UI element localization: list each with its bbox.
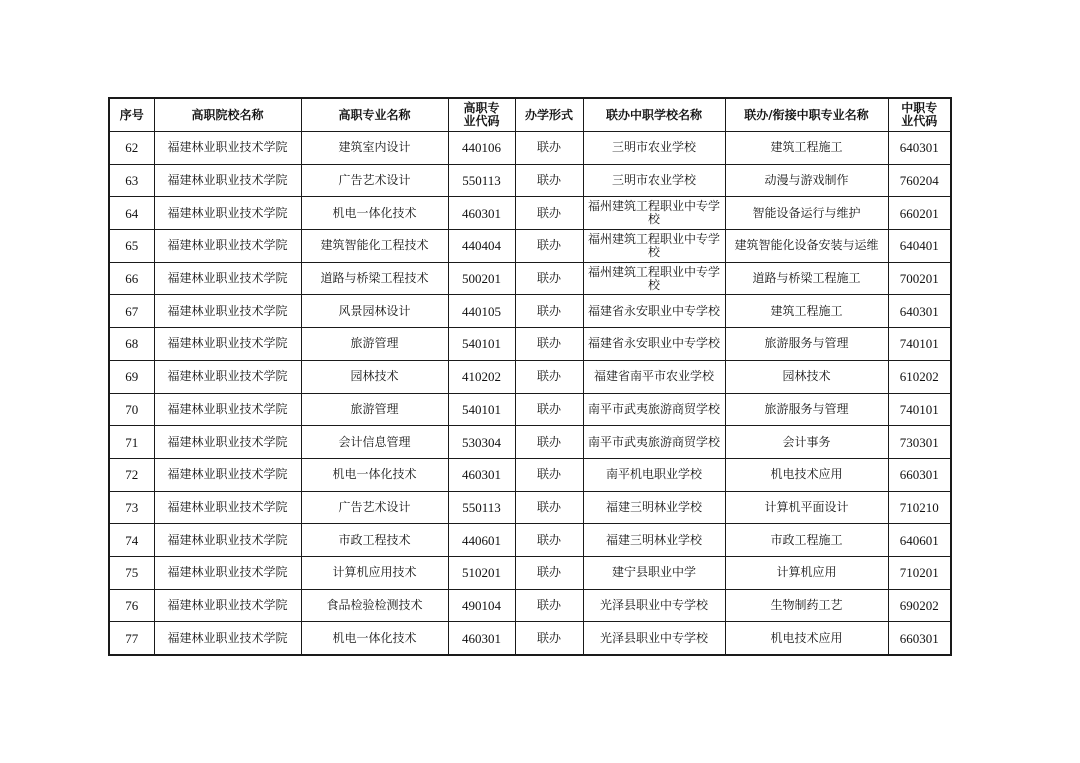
cell-partner-code: 610202 xyxy=(888,360,951,393)
cell-major-name: 建筑智能化工程技术 xyxy=(301,230,448,263)
table-row xyxy=(109,393,951,426)
table-row xyxy=(109,589,951,622)
cell-partner-code: 640601 xyxy=(888,524,951,557)
cell-partner-school: 南平市武夷旅游商贸学校 xyxy=(583,393,725,426)
cell-college-name: 福建林业职业技术学院 xyxy=(154,458,301,491)
cell-partner-major: 会计事务 xyxy=(725,426,888,459)
cell-college-name: 福建林业职业技术学院 xyxy=(154,262,301,295)
table-row xyxy=(109,295,951,328)
cell-college-name: 福建林业职业技术学院 xyxy=(154,328,301,361)
cell-partner-major: 机电技术应用 xyxy=(725,622,888,655)
cell-mode: 联办 xyxy=(515,524,583,557)
cell-mode: 联办 xyxy=(515,360,583,393)
cell-index: 71 xyxy=(109,426,154,459)
cell-college-name: 福建林业职业技术学院 xyxy=(154,164,301,197)
cell-college-name: 福建林业职业技术学院 xyxy=(154,426,301,459)
cell-partner-school: 三明市农业学校 xyxy=(583,164,725,197)
table-row xyxy=(109,622,951,655)
cell-index: 74 xyxy=(109,524,154,557)
header-major-name: 高职专业名称 xyxy=(301,98,448,132)
cell-partner-major: 旅游服务与管理 xyxy=(725,393,888,426)
cell-partner-major: 道路与桥梁工程施工 xyxy=(725,262,888,295)
table-row xyxy=(109,556,951,589)
cell-partner-major: 市政工程施工 xyxy=(725,524,888,557)
cell-major-code: 440106 xyxy=(448,132,515,165)
cell-partner-major: 智能设备运行与维护 xyxy=(725,197,888,230)
cell-index: 66 xyxy=(109,262,154,295)
cell-college-name: 福建林业职业技术学院 xyxy=(154,132,301,165)
cell-major-code: 540101 xyxy=(448,328,515,361)
cell-partner-major: 园林技术 xyxy=(725,360,888,393)
table-header xyxy=(109,98,951,132)
cell-major-name: 机电一体化技术 xyxy=(301,197,448,230)
cell-partner-code: 660301 xyxy=(888,458,951,491)
cell-partner-major: 生物制药工艺 xyxy=(725,589,888,622)
cell-partner-major: 建筑工程施工 xyxy=(725,132,888,165)
table-row xyxy=(109,458,951,491)
cell-college-name: 福建林业职业技术学院 xyxy=(154,589,301,622)
header-row xyxy=(109,98,951,132)
cell-mode: 联办 xyxy=(515,132,583,165)
cell-major-name: 机电一体化技术 xyxy=(301,622,448,655)
cell-partner-code: 660201 xyxy=(888,197,951,230)
table-row xyxy=(109,197,951,230)
cell-partner-school: 建宁县职业中学 xyxy=(583,556,725,589)
cell-mode: 联办 xyxy=(515,426,583,459)
cell-partner-major: 建筑工程施工 xyxy=(725,295,888,328)
cell-partner-code: 710210 xyxy=(888,491,951,524)
table-row xyxy=(109,491,951,524)
table-row xyxy=(109,426,951,459)
cell-major-name: 道路与桥梁工程技术 xyxy=(301,262,448,295)
cell-college-name: 福建林业职业技术学院 xyxy=(154,360,301,393)
cell-partner-code: 710201 xyxy=(888,556,951,589)
cell-index: 67 xyxy=(109,295,154,328)
table-row xyxy=(109,132,951,165)
cell-partner-code: 690202 xyxy=(888,589,951,622)
cell-major-name: 旅游管理 xyxy=(301,393,448,426)
cell-major-name: 会计信息管理 xyxy=(301,426,448,459)
cell-partner-code: 740101 xyxy=(888,393,951,426)
cell-index: 73 xyxy=(109,491,154,524)
table-row xyxy=(109,262,951,295)
cell-major-code: 460301 xyxy=(448,622,515,655)
header-college-name: 高职院校名称 xyxy=(154,98,301,132)
cell-mode: 联办 xyxy=(515,458,583,491)
cell-partner-school: 福建三明林业学校 xyxy=(583,524,725,557)
cell-partner-major: 机电技术应用 xyxy=(725,458,888,491)
table-row xyxy=(109,328,951,361)
cell-index: 65 xyxy=(109,230,154,263)
cell-major-code: 530304 xyxy=(448,426,515,459)
table-row xyxy=(109,164,951,197)
table-row xyxy=(109,360,951,393)
cell-major-name: 食品检验检测技术 xyxy=(301,589,448,622)
cell-major-code: 410202 xyxy=(448,360,515,393)
cell-mode: 联办 xyxy=(515,197,583,230)
cell-major-name: 机电一体化技术 xyxy=(301,458,448,491)
cell-partner-school: 南平市武夷旅游商贸学校 xyxy=(583,426,725,459)
cell-partner-code: 640301 xyxy=(888,132,951,165)
cell-major-code: 460301 xyxy=(448,197,515,230)
header-major-code: 高职专 业代码 xyxy=(448,98,515,132)
enrollment-table xyxy=(108,97,952,656)
cell-index: 70 xyxy=(109,393,154,426)
cell-major-code: 550113 xyxy=(448,491,515,524)
cell-partner-school: 福州建筑工程职业中专学校 xyxy=(583,230,725,263)
header-partner-code: 中职专 业代码 xyxy=(888,98,951,132)
cell-partner-code: 730301 xyxy=(888,426,951,459)
cell-college-name: 福建林业职业技术学院 xyxy=(154,393,301,426)
header-partner-school: 联办中职学校名称 xyxy=(583,98,725,132)
cell-partner-major: 计算机平面设计 xyxy=(725,491,888,524)
cell-index: 69 xyxy=(109,360,154,393)
cell-major-code: 500201 xyxy=(448,262,515,295)
cell-major-name: 计算机应用技术 xyxy=(301,556,448,589)
cell-partner-major: 动漫与游戏制作 xyxy=(725,164,888,197)
cell-college-name: 福建林业职业技术学院 xyxy=(154,230,301,263)
cell-major-code: 510201 xyxy=(448,556,515,589)
table-body xyxy=(109,132,951,656)
header-mode: 办学形式 xyxy=(515,98,583,132)
cell-partner-code: 660301 xyxy=(888,622,951,655)
cell-major-code: 540101 xyxy=(448,393,515,426)
cell-partner-school: 南平机电职业学校 xyxy=(583,458,725,491)
cell-partner-code: 760204 xyxy=(888,164,951,197)
cell-partner-school: 光泽县职业中专学校 xyxy=(583,622,725,655)
header-partner-major: 联办/衔接中职专业名称 xyxy=(725,98,888,132)
cell-partner-school: 福州建筑工程职业中专学校 xyxy=(583,197,725,230)
cell-partner-school: 光泽县职业中专学校 xyxy=(583,589,725,622)
cell-index: 77 xyxy=(109,622,154,655)
cell-index: 75 xyxy=(109,556,154,589)
cell-college-name: 福建林业职业技术学院 xyxy=(154,295,301,328)
cell-college-name: 福建林业职业技术学院 xyxy=(154,197,301,230)
cell-major-code: 490104 xyxy=(448,589,515,622)
cell-major-name: 风景园林设计 xyxy=(301,295,448,328)
cell-partner-code: 740101 xyxy=(888,328,951,361)
cell-index: 63 xyxy=(109,164,154,197)
cell-partner-school: 福建省南平市农业学校 xyxy=(583,360,725,393)
table-row xyxy=(109,524,951,557)
cell-major-code: 440404 xyxy=(448,230,515,263)
cell-mode: 联办 xyxy=(515,262,583,295)
cell-major-code: 460301 xyxy=(448,458,515,491)
cell-partner-code: 640301 xyxy=(888,295,951,328)
cell-index: 62 xyxy=(109,132,154,165)
cell-mode: 联办 xyxy=(515,393,583,426)
cell-major-name: 广告艺术设计 xyxy=(301,491,448,524)
cell-major-code: 440105 xyxy=(448,295,515,328)
cell-partner-major: 计算机应用 xyxy=(725,556,888,589)
cell-partner-school: 福建三明林业学校 xyxy=(583,491,725,524)
cell-mode: 联办 xyxy=(515,295,583,328)
cell-index: 64 xyxy=(109,197,154,230)
cell-mode: 联办 xyxy=(515,556,583,589)
cell-mode: 联办 xyxy=(515,589,583,622)
cell-partner-code: 640401 xyxy=(888,230,951,263)
cell-mode: 联办 xyxy=(515,491,583,524)
cell-mode: 联办 xyxy=(515,164,583,197)
cell-major-name: 园林技术 xyxy=(301,360,448,393)
cell-partner-major: 建筑智能化设备安装与运维 xyxy=(725,230,888,263)
cell-mode: 联办 xyxy=(515,230,583,263)
cell-college-name: 福建林业职业技术学院 xyxy=(154,524,301,557)
cell-major-name: 市政工程技术 xyxy=(301,524,448,557)
cell-partner-school: 福建省永安职业中专学校 xyxy=(583,295,725,328)
cell-index: 76 xyxy=(109,589,154,622)
cell-partner-code: 700201 xyxy=(888,262,951,295)
cell-college-name: 福建林业职业技术学院 xyxy=(154,622,301,655)
cell-partner-school: 福建省永安职业中专学校 xyxy=(583,328,725,361)
cell-major-code: 550113 xyxy=(448,164,515,197)
cell-partner-school: 福州建筑工程职业中专学校 xyxy=(583,262,725,295)
cell-major-name: 旅游管理 xyxy=(301,328,448,361)
cell-college-name: 福建林业职业技术学院 xyxy=(154,491,301,524)
header-index: 序号 xyxy=(109,98,154,132)
cell-major-name: 建筑室内设计 xyxy=(301,132,448,165)
cell-major-code: 440601 xyxy=(448,524,515,557)
cell-partner-school: 三明市农业学校 xyxy=(583,132,725,165)
cell-mode: 联办 xyxy=(515,328,583,361)
cell-index: 68 xyxy=(109,328,154,361)
cell-mode: 联办 xyxy=(515,622,583,655)
cell-college-name: 福建林业职业技术学院 xyxy=(154,556,301,589)
table-row xyxy=(109,230,951,263)
cell-major-name: 广告艺术设计 xyxy=(301,164,448,197)
cell-index: 72 xyxy=(109,458,154,491)
cell-partner-major: 旅游服务与管理 xyxy=(725,328,888,361)
